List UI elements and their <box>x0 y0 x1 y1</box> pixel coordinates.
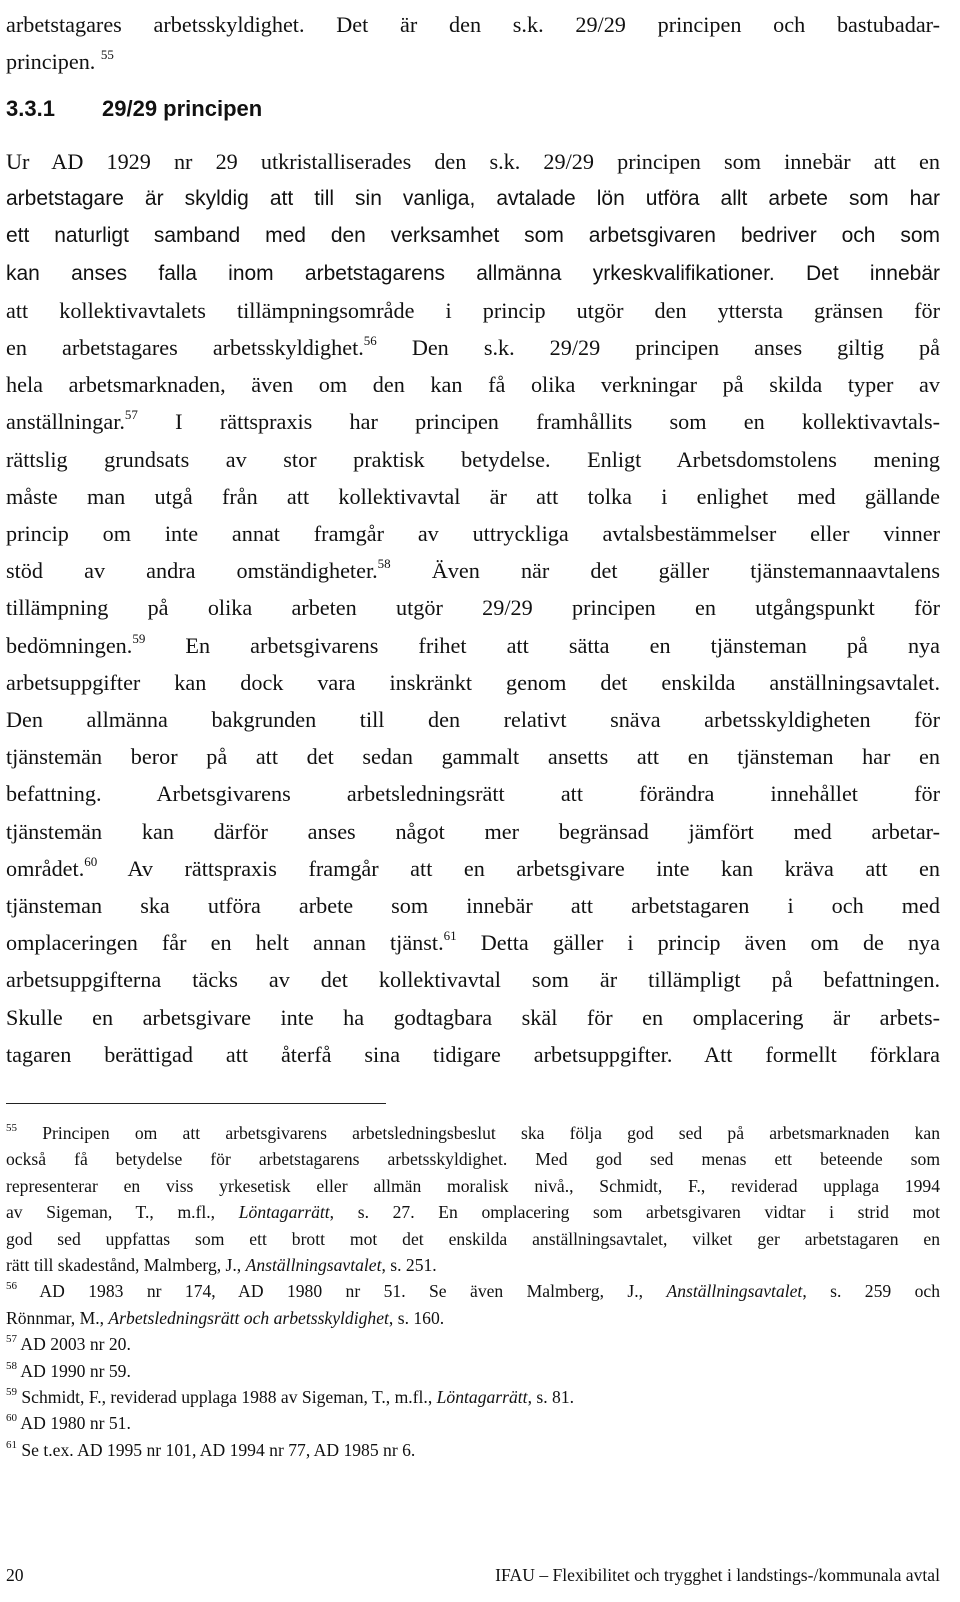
section-number: 3.3.1 <box>6 96 55 121</box>
section-title: 29/29 principen <box>102 96 263 121</box>
text-line: tjänsteman ska utföra arbete som innebär att arbetstagaren i och med <box>6 893 940 919</box>
text-line: arbetsuppgifterna täcks av det kollektivavtal som är tillämpligt på befattningen. <box>6 967 940 993</box>
text-line: Den allmänna bakgrunden till den relativt snäva arbetsskyldigheten för <box>6 707 940 733</box>
text-line: arbetsuppgifter kan dock vara inskränkt genom det enskilda anställningsavtalet. <box>6 669 940 695</box>
footnote-ref: 58 <box>377 556 391 572</box>
footnote-55: $^{55}$ Principen om att arbetsgivarens arbetsledningsbeslut ska följa god sed på arbetsmarknaden kan <box>6 1122 940 1143</box>
text-line: rätt till skadestånd, Malmberg, J., Anställningsavtalet, s. 251. <box>6 1255 437 1276</box>
text-line: Ur AD 1929 nr 29 utkristalliserades den s.k. 29/29 principen som innebär att en <box>6 149 940 174</box>
text-line: bedömningen.$^{59}$ En arbetsgivarens frihet att sätta en tjänsteman på nya <box>6 630 940 658</box>
footnotes <box>6 1120 940 1463</box>
text-line: omplaceringen får en helt annan tjänst.$^{61}$ Detta gäller i princip även om de nya <box>6 928 940 956</box>
footnote-60: $^{60}$ AD 1980 nr 51. <box>6 1412 131 1434</box>
text-line: Rönnmar, M., Arbetsledningsrätt och arbetsskyldighet, s. 160. <box>6 1307 445 1328</box>
text-line: befattning. Arbetsgivarens arbetsledningsrätt att förändra innehållet för <box>6 781 940 807</box>
footnote-ref: 55 <box>100 47 114 63</box>
text-line: av Sigeman, T., m.fl., Löntagarrätt, s. 27. En omplacering som arbetsgivaren vidtar i strid mot <box>6 1202 940 1223</box>
text-line: rättslig grundsats av stor praktisk betydelse. Enligt Arbetsdomstolens mening <box>6 446 940 472</box>
footnote-ref: 61 <box>443 928 457 944</box>
text-line: arbetstagare är skyldig att till sin vanliga, avtalade lön utföra allt arbete som har <box>6 187 940 211</box>
text-line: att kollektivavtalets tillämpningsområde i princip utgör den yttersta gränsen för <box>6 297 940 323</box>
text-line: en arbetstagares arbetsskyldighet.$^{56}$ Den s.k. 29/29 principen anses giltig på <box>6 333 940 361</box>
text-line: också få betydelse för arbetstagarens arbetsskyldighet. Med god sed menas ett beteende som <box>6 1149 940 1170</box>
footnote-57: $^{57}$ AD 2003 nr 20. <box>6 1333 131 1355</box>
footnote-ref: 57 <box>124 407 138 423</box>
text-line: Skulle en arbetsgivare inte ha godtagbara skäl för en omplacering är arbets- <box>6 1004 940 1030</box>
text-line: tjänstemän beror på att det sedan gammalt ansetts att en tjänsteman har en <box>6 744 940 770</box>
section-heading <box>6 96 262 122</box>
text-line: ett naturligt samband med den verksamhet som arbetsgivaren bedriver och som <box>6 224 940 248</box>
footnote-58: $^{58}$ AD 1990 nr 59. <box>6 1359 131 1381</box>
text-line: området.$^{60}$ Av rättspraxis framgår att en arbetsgivare inte kan kräva att en <box>6 853 940 881</box>
footnote-56: $^{56}$ AD 1983 nr 174, AD 1980 nr 51. Se även Malmberg, J., Anställningsavtalet, s. 259 och <box>6 1280 940 1302</box>
page-footer <box>6 1565 940 1586</box>
text-line: principen. $^{55}$ <box>6 47 114 75</box>
page-number: 20 <box>6 1565 24 1585</box>
text-line: kan anses falla inom arbetstagarens allmänna yrkeskvalifikationer. Det innebär <box>6 261 940 285</box>
text-line: tagaren berättigad att återfå sina tidigare arbetsuppgifter. Att formellt förklara <box>6 1041 940 1067</box>
footnote-59: $^{59}$ Schmidt, F., reviderad upplaga 1988 av Sigeman, T., m.fl., Löntagarrätt, s. 81. <box>6 1386 575 1408</box>
text-line: stöd av andra omständigheter.$^{58}$ Även när det gäller tjänstemannaavtalens <box>6 556 940 584</box>
text-line: tjänstemän kan därför anses något mer begränsad jämfört med arbetar- <box>6 818 940 844</box>
footnote-separator <box>6 1103 386 1104</box>
footnote-61: $^{61}$ Se t.ex. AD 1995 nr 101, AD 1994 nr 77, AD 1985 nr 6. <box>6 1438 416 1460</box>
text-line: arbetstagares arbetsskyldighet. Det är den s.k. 29/29 principen och bastubadar- <box>6 12 940 37</box>
continued-paragraph <box>6 6 940 80</box>
body-paragraph <box>6 143 940 1073</box>
text-line: princip om inte annat framgår av uttryckliga avtalsbestämmelser eller vinner <box>6 521 940 547</box>
footnote-ref: 56 <box>363 333 377 349</box>
footnote-ref: 59 <box>132 630 146 646</box>
text-line: tillämpning på olika arbeten utgör 29/29 principen en utgångspunkt för <box>6 595 940 621</box>
text-line: representerar en viss yrkesetisk eller allmän moralisk nivå., Schmidt, F., reviderad upplaga 1994 <box>6 1175 940 1196</box>
running-title: IFAU – Flexibilitet och trygghet i landstings-/kommunala avtal <box>495 1565 940 1585</box>
footnote-ref: 60 <box>84 853 98 869</box>
text-line: hela arbetsmarknaden, även om den kan få olika verkningar på skilda typer av <box>6 372 940 398</box>
text-line: måste man utgå från att kollektivavtal är att tolka i enlighet med gällande <box>6 483 940 509</box>
text-line: anställningar.$^{57}$ I rättspraxis har principen framhållits som en kollektivavtals- <box>6 407 940 435</box>
text-line: god sed uppfattas som ett brott mot det enskilda anställningsavtalet, vilket ger arbetstagaren en <box>6 1228 940 1249</box>
